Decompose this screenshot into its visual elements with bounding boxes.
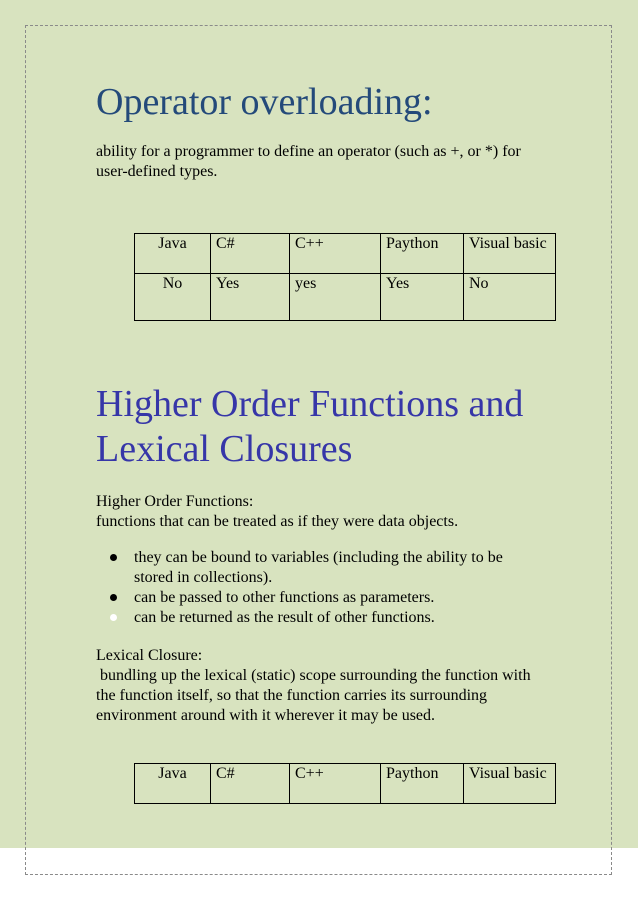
- header-java: Java: [135, 764, 211, 804]
- hof-definition: functions that can be treated as if they were data objects.: [96, 513, 459, 530]
- list-item: can be passed to other functions as parameters.: [96, 588, 536, 608]
- closure-title: Lexical Closure:: [96, 647, 203, 664]
- bullet-icon: [110, 594, 117, 601]
- closure-paragraph: [96, 646, 536, 726]
- header-csharp: C#: [211, 234, 290, 274]
- list-item: they can be bound to variables (including the ability to be stored in collections).: [96, 548, 536, 588]
- cell-csharp: Yes: [211, 274, 290, 321]
- higher-order-functions-heading: Higher Order Functions and Lexical Closures: [96, 383, 524, 470]
- table-header-row: [135, 234, 556, 274]
- list-item: can be returned as the result of other functions.: [96, 608, 536, 628]
- closure-definition: bundling up the lexical (static) scope surrounding the function with the function itself, so that the function carries its surrounding environment around with it wherever it may be used.: [96, 667, 535, 724]
- cell-cpp: yes: [290, 274, 381, 321]
- operator-overloading-heading: Operator overloading:: [96, 81, 433, 123]
- cell-visual-basic: No: [464, 274, 556, 321]
- header-cpp: C++: [290, 764, 381, 804]
- hof-paragraph: [96, 492, 536, 532]
- bullet-icon: [110, 614, 117, 621]
- hof-bullet-list: [96, 548, 536, 628]
- header-python: Paython: [381, 234, 464, 274]
- cell-python: Yes: [381, 274, 464, 321]
- operator-overloading-table: [134, 233, 556, 321]
- header-csharp: C#: [211, 764, 290, 804]
- cell-java: No: [135, 274, 211, 321]
- header-java: Java: [135, 234, 211, 274]
- bullet-icon: [110, 554, 117, 561]
- table-header-row: [135, 764, 556, 804]
- table-row: [135, 274, 556, 321]
- lexical-closure-table: [134, 763, 556, 804]
- operator-overloading-definition: ability for a programmer to define an operator (such as +, or *) for user-defined types.: [96, 143, 521, 180]
- header-visual-basic: Visual basic: [464, 234, 556, 274]
- header-cpp: C++: [290, 234, 381, 274]
- hof-title: Higher Order Functions:: [96, 493, 254, 510]
- header-visual-basic: Visual basic: [464, 764, 556, 804]
- header-python: Paython: [381, 764, 464, 804]
